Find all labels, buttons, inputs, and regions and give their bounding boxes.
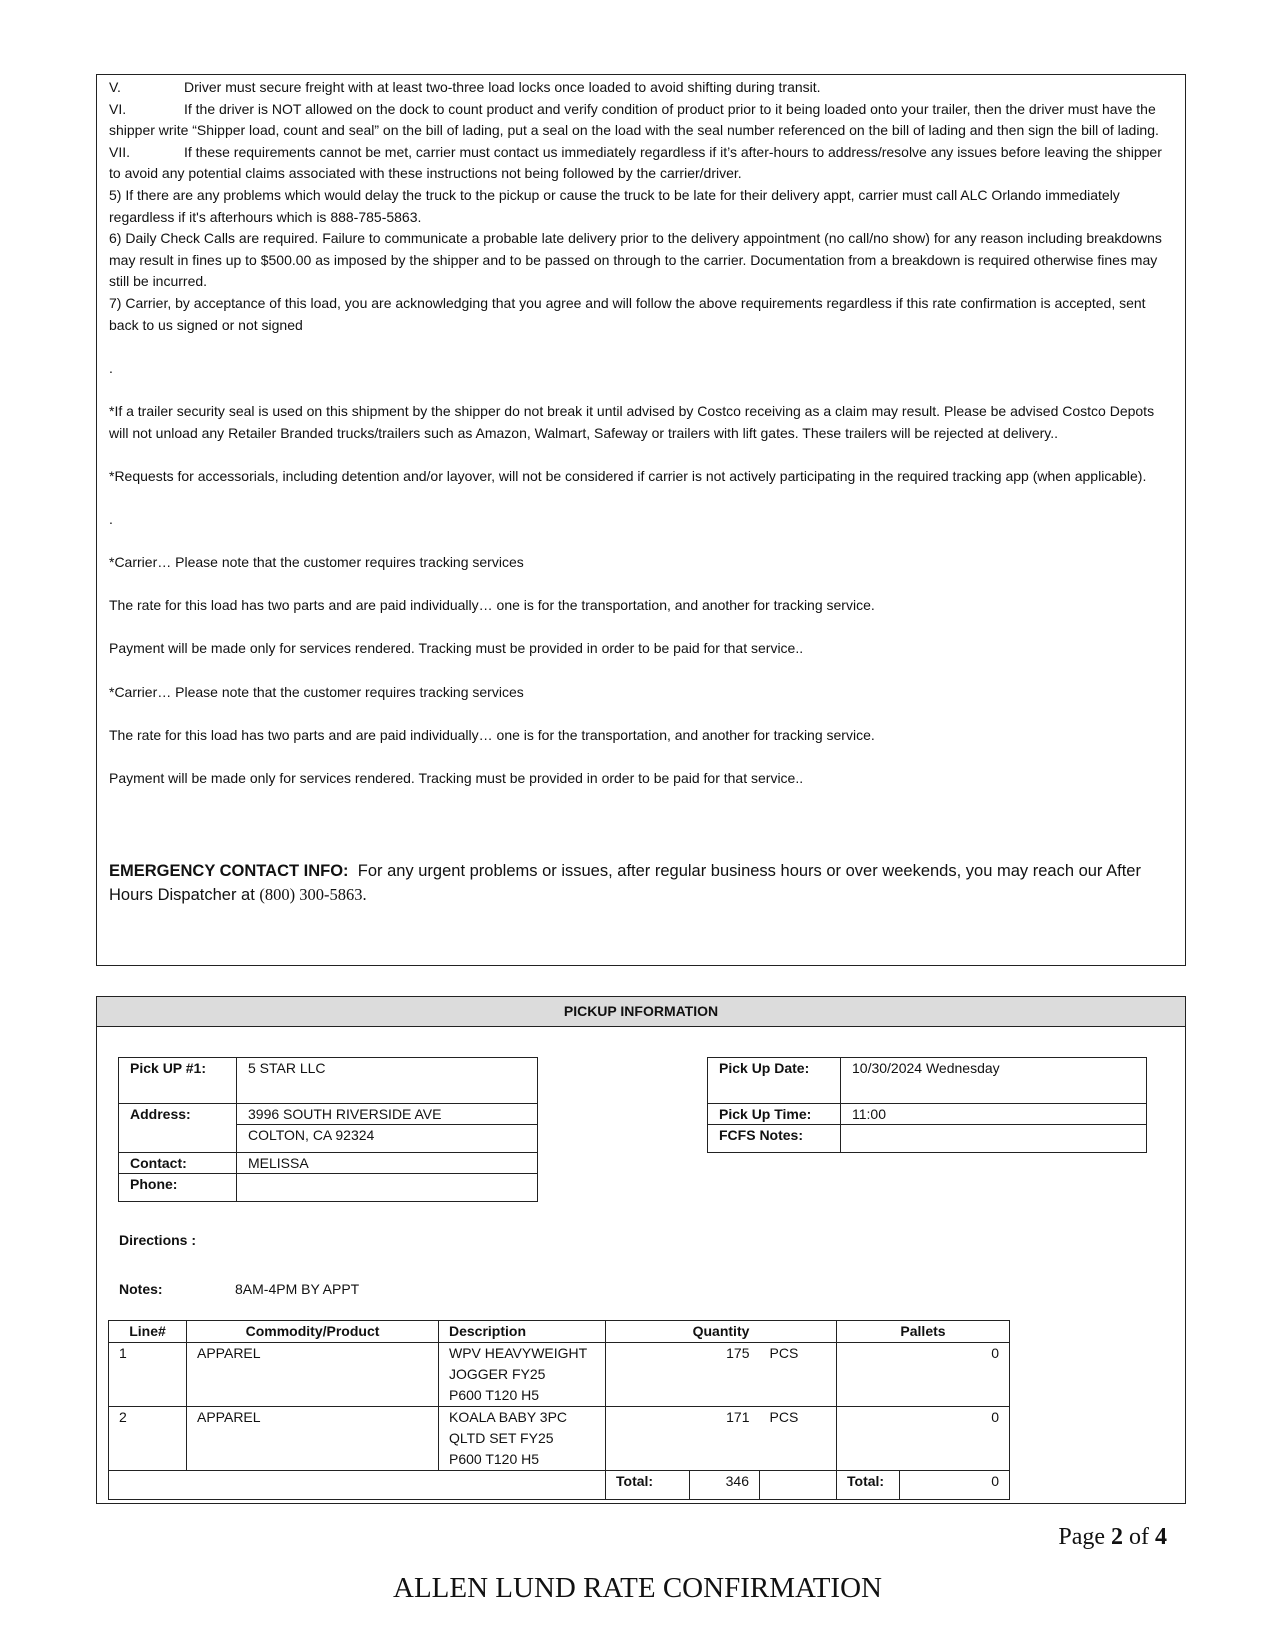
- rate-note: The rate for this load has two parts and are paid individually… one is for the transportation, and another for tracking service.: [109, 597, 875, 614]
- seal-note: *If a trailer security seal is used on this shipment by the shipper do not break it until advised by Costco receiving as a claim may result. Please be advised Costco Depots will not unload any Retailer Branded trucks/trailers such as Amazon, Walmart, Safeway or trailers with lift gates. These trailers will be rejected at delivery..: [109, 402, 1155, 441]
- directions-label: Directions :: [119, 1232, 197, 1248]
- separator-dot: .: [109, 359, 113, 376]
- address-label: Address:: [119, 1104, 237, 1125]
- address-line2: COLTON, CA 92324: [237, 1125, 538, 1153]
- totals-row: [109, 1471, 1010, 1500]
- accessorials-note: *Requests for accessorials, including detention and/or layover, will not be considered if carrier is not actively participating in the required tracking app (when applicable).: [109, 467, 1147, 484]
- payment-note: Payment will be made only for services rendered. Tracking must be provided in order to be paid for that service..: [109, 640, 804, 657]
- table-row: 1 APPAREL WPV HEAVYWEIGHT JOGGER FY25 P600 T120 H5 175 PCS 0: [109, 1343, 1010, 1407]
- pick-up-date-label: Pick Up Date:: [708, 1058, 841, 1104]
- total-pallets-value: 0: [900, 1471, 1010, 1500]
- commodity-table: [108, 1320, 1010, 1500]
- emergency-label: EMERGENCY CONTACT INFO:: [109, 861, 349, 880]
- term-item-6: 6) Daily Check Calls are required. Failure to communicate a probable late delivery prior to the delivery appointment (no call/no show) for any reason including breakdowns may result in fines up to $500.00 as imposed by the shipper and to be passed on through to the carrier. Documentation from a breakdown is required otherwise fines may still be incurred.: [109, 230, 1162, 290]
- emergency-text: For any urgent problems or issues, after regular business hours or over weekends, you may reach our After Hours Dispatcher at: [109, 861, 1141, 904]
- col-header-quantity: Quantity: [606, 1321, 837, 1343]
- pick-up-time-value: 11:00: [841, 1104, 1147, 1125]
- payment-note: Payment will be made only for services rendered. Tracking must be provided in order to be paid for that service..: [109, 770, 804, 786]
- pick-up-value: 5 STAR LLC: [237, 1058, 538, 1104]
- pickup-schedule-table: [707, 1057, 1147, 1153]
- address-line1: 3996 SOUTH RIVERSIDE AVE: [237, 1104, 538, 1125]
- page-number: Page 2 of 4: [1058, 1524, 1167, 1550]
- document-title: ALLEN LUND RATE CONFIRMATION: [393, 1572, 882, 1604]
- separator-dot: .: [109, 510, 113, 527]
- pick-up-date-value: 10/30/2024 Wednesday: [841, 1058, 1147, 1104]
- pickup-section: [96, 996, 1186, 1504]
- term-item-5: 5) If there are any problems which would delay the truck to the pickup or cause the truck to be late for their delivery appt, carrier must call ALC Orlando immediately regardless if it's afterhours which is 888-785-5863.: [109, 186, 1120, 225]
- total-qty-value: 346: [690, 1471, 760, 1500]
- pickup-location-table: [118, 1057, 538, 1202]
- table-row: 2 APPAREL KOALA BABY 3PC QLTD SET FY25 P600 T120 H5 171 PCS 0: [109, 1407, 1010, 1471]
- notes-value: 8AM-4PM BY APPT: [235, 1281, 360, 1297]
- contact-value: MELISSA: [237, 1153, 538, 1174]
- table-header-row: [109, 1321, 1010, 1343]
- terms-section: [96, 74, 1186, 966]
- rate-note: The rate for this load has two parts and are paid individually… one is for the transportation, and another for tracking service.: [109, 726, 875, 743]
- term-item-7: 7) Carrier, by acceptance of this load, you are acknowledging that you agree and will follow the above requirements regardless if this rate confirmation is accepted, sent back to us signed or not signed: [109, 294, 1146, 333]
- term-item-v: V. Driver must secure freight with at least two-three load locks once loaded to avoid shifting during transit.: [109, 79, 821, 95]
- contact-label: Contact:: [119, 1153, 237, 1174]
- total-pallets-label: Total:: [837, 1471, 900, 1500]
- tracking-note: *Carrier… Please note that the customer requires tracking services: [109, 554, 524, 571]
- col-header-description: Description: [439, 1321, 606, 1343]
- fcfs-notes-label: FCFS Notes:: [708, 1125, 841, 1153]
- col-header-commodity: Commodity/Product: [187, 1321, 439, 1343]
- col-header-line: Line#: [109, 1321, 187, 1343]
- term-item-vii: VII. If these requirements cannot be met, carrier must contact us immediately regardless if it’s after-hours to address/resolve any issues before leaving the shipper to avoid any potential claims associated with these instructions not being followed by the carrier/driver.: [109, 143, 1162, 182]
- total-qty-label: Total:: [606, 1471, 690, 1500]
- pick-up-label: Pick UP #1:: [119, 1058, 237, 1104]
- fcfs-notes-value: [841, 1125, 1147, 1153]
- emergency-contact: [109, 859, 1173, 907]
- term-item-vi: VI. If the driver is NOT allowed on the dock to count product and verify condition of product prior to it being loaded onto your trailer, then the driver must have the shipper write “Shipper load, count and seal” on the bill of lading, put a seal on the load with the seal number referenced on the bill of lading and then sign the bill of lading.: [109, 100, 1159, 139]
- tracking-note: *Carrier… Please note that the customer requires tracking services: [109, 683, 524, 700]
- notes-label: Notes:: [119, 1281, 163, 1297]
- phone-label: Phone:: [119, 1174, 237, 1202]
- phone-value: [237, 1174, 538, 1202]
- col-header-pallets: Pallets: [837, 1321, 1010, 1343]
- pick-up-time-label: Pick Up Time:: [708, 1104, 841, 1125]
- emergency-phone: (800) 300-5863.: [259, 884, 367, 904]
- pickup-header: PICKUP INFORMATION: [97, 997, 1185, 1027]
